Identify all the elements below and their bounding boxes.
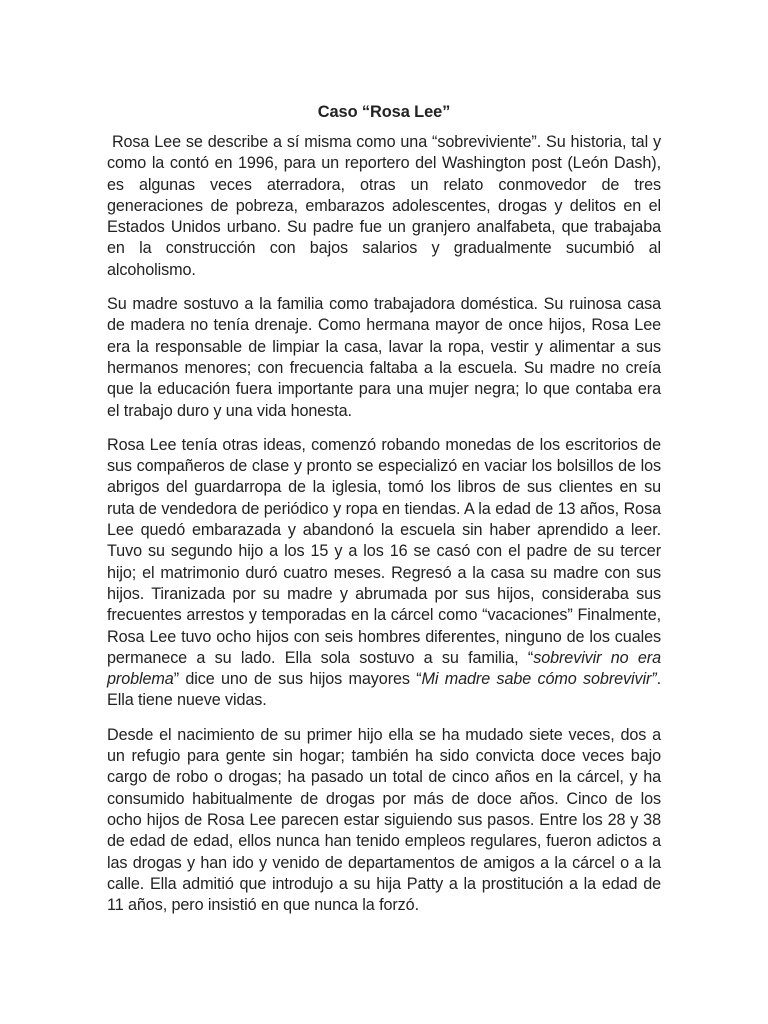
paragraph-3-text-c: . Ella tiene nueve vidas. xyxy=(107,670,661,710)
paragraph-1-text: Rosa Lee se describe a sí misma como una “sobreviviente”. Su historia, tal y como la contó en 1996, para un reportero del Washington post (León Dash), es algunas veces aterradora, otras un relato conmovedor de tres generaciones de pobreza, embarazos adolescentes, drogas y delitos en el Estados Unidos urbano. Su padre fue un granjero analfabeta, que trabajaba en la construcción con bajos salarios y gradualmente sucumbió al alcoholismo. xyxy=(107,133,661,279)
paragraph-2 xyxy=(107,294,661,422)
paragraph-3-text-a: Rosa Lee tenía otras ideas, comenzó robando monedas de los escritorios de sus compañeros de clase y pronto se especializó en vaciar los bolsillos de los abrigos del guardarropa de la iglesia, tomó los libros de sus clientes en su ruta de vendedora de periódico y ropa en tiendas. A la edad de 13 años, Rosa Lee quedó embarazada y abandonó la escuela sin haber aprendido a leer. Tuvo su segundo hijo a los 15 y a los 16 se casó con el padre de su tercer hijo; el matrimonio duró cuatro meses. Regresó a la casa su madre con sus hijos. Tiranizada por su madre y abrumada por sus hijos, consideraba sus frecuentes arrestos y temporadas en la cárcel como “vacaciones” Finalmente, Rosa Lee tuvo ocho hijos con seis hombres diferentes, ninguno de los cuales permanece a su lado. Ella sola sostuvo a su familia, “ xyxy=(107,435,661,667)
paragraph-3-quote-2: Mi madre sabe cómo sobrevivir” xyxy=(421,670,657,689)
document-page xyxy=(107,102,661,929)
paragraph-2-text: Su madre sostuvo a la familia como trabajadora doméstica. Su ruinosa casa de madera no tenía drenaje. Como hermana mayor de once hijos, Rosa Lee era la responsable de limpiar la casa, lavar la ropa, vestir y alimentar a sus hermanos menores; con frecuencia faltaba a la escuela. Su madre no creía que la educación fuera importante para una mujer negra; lo que contaba era el trabajo duro y una vida honesta. xyxy=(107,295,661,420)
paragraph-4-text: Desde el nacimiento de su primer hijo ella se ha mudado siete veces, dos a un refugio para gente sin hogar; también ha sido convicta doce veces bajo cargo de robo o drogas; ha pasado un total de cinco años en la cárcel, y ha consumido habitualmente de drogas por más de doce años. Cinco de los ocho hijos de Rosa Lee parecen estar siguiendo sus pasos. Entre los 28 y 38 de edad de edad, ellos nunca han tenido empleos regulares, fueron adictos a las drogas y han ido y venido de departamentos de amigos a la cárcel o a la calle. Ella admitió que introdujo a su hija Patty a la prostitución a la edad de 11 años, pero insistió en que nunca la forzó. xyxy=(107,725,661,915)
document-title: Caso “Rosa Lee” xyxy=(317,103,451,121)
paragraph-3 xyxy=(107,435,661,712)
paragraph-3-text-b: ” dice uno de sus hijos mayores “ xyxy=(173,670,422,689)
paragraph-1 xyxy=(107,132,661,281)
paragraph-3-quote-1: sobrevivir no era problema xyxy=(107,648,662,689)
paragraph-4 xyxy=(107,725,661,917)
